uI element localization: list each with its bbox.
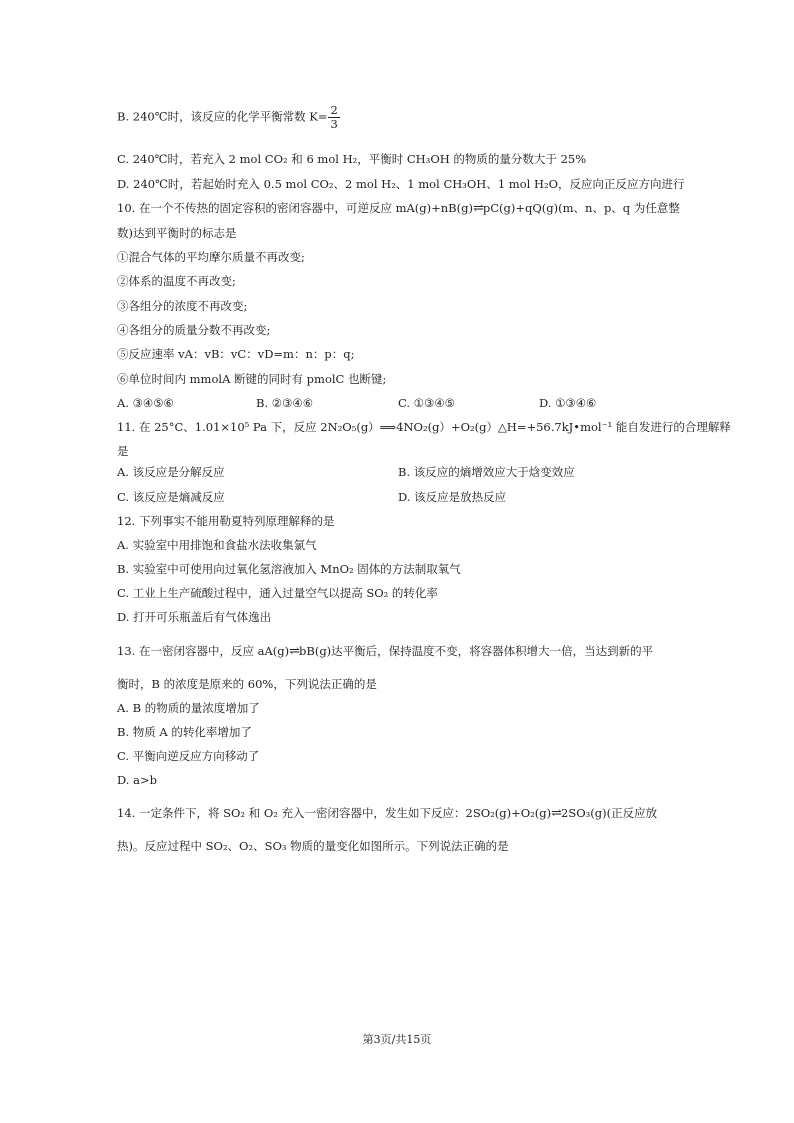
- q12-option-d: D. 打开可乐瓶盖后有气体逸出: [117, 610, 272, 624]
- q10-item: ③各组分的浓度不再改变;: [117, 299, 248, 313]
- q10-stem: [117, 200, 680, 217]
- q10-item: ⑥单位时间内 mmolA 断键的同时有 pmolC 也断键;: [117, 372, 387, 386]
- q12-option-b: B. 实验室中可使用向过氧化氢溶液加入 MnO₂ 固体的方法制取氧气: [117, 562, 461, 576]
- q14-stem-line2: 热)。反应过程中 SO₂、O₂、SO₃ 物质的量变化如图所示。下列说法正确的是: [117, 839, 509, 853]
- q11-stem-line2: 是: [117, 444, 129, 458]
- q10-option-d: D. ①③④⑥: [539, 396, 597, 410]
- fraction: [328, 104, 339, 131]
- equilibrium-arrow: ⇌: [472, 201, 483, 216]
- q10-item: ⑤反应速率 vA：vB：vC：vD=m：n：p：q;: [117, 347, 355, 361]
- q14-stem-part: 14. 一定条件下，将 SO₂ 和 O₂ 充入一密闭容器中，发生如下反应：2SO₂(g)+O₂(g): [117, 806, 552, 820]
- q11-option-c: C. 该反应是熵减反应: [117, 490, 225, 504]
- q11-option-d: D. 该反应是放热反应: [398, 490, 507, 504]
- q13-stem: [117, 643, 653, 660]
- q9-option-b-text: B. 240℃时，该反应的化学平衡常数 K=: [117, 109, 328, 124]
- q10-stem-line2: 数)达到平衡时的标志是: [117, 226, 237, 240]
- q13-option-a: A. B 的物质的量浓度增加了: [117, 701, 260, 715]
- fraction-numerator: 2: [330, 103, 338, 117]
- q12-option-c: C. 工业上生产硫酸过程中，通入过量空气以提高 SO₂ 的转化率: [117, 586, 438, 600]
- q13-option-d: D. a>b: [117, 773, 157, 787]
- page-number: 第3页/共15页: [362, 1033, 432, 1046]
- equilibrium-arrow: ⇌: [551, 806, 562, 821]
- q9-option-c: C. 240℃时，若充入 2 mol CO₂ 和 6 mol H₂，平衡时 CH₃OH 的物质的量分数大于 25%: [117, 152, 587, 166]
- q9-option-d: D. 240℃时，若起始时充入 0.5 mol CO₂、2 mol H₂、1 mol CH₃OH、1 mol H₂O，反应向正反应方向进行: [117, 177, 685, 191]
- q14-stem: [117, 805, 657, 822]
- q14-stem-part: 2SO₃(g)(正反应放: [561, 806, 658, 820]
- q10-item: ④各组分的质量分数不再改变;: [117, 323, 271, 337]
- q10-stem-part: 10. 在一个不传热的固定容积的密闭容器中，可逆反应 mA(g)+nB(g): [117, 201, 473, 215]
- q13-stem-part: bB(g)达平衡后，保持温度不变，将容器体积增大一倍，当达到新的平: [299, 644, 654, 658]
- q10-stem-part: pC(g)+qQ(g)(m、n、p、q 为任意整: [482, 201, 680, 215]
- q11-stem: 11. 在 25°C、1.01×10⁵ Pa 下，反应 2N₂O₅(g）⟹4NO₂(g）+O₂(g）△H=+56.7kJ•mol⁻¹ 能自发进行的合理解释: [117, 420, 731, 434]
- q10-option-a: A. ③④⑤⑥: [117, 396, 174, 410]
- q11-option-a: A. 该反应是分解反应: [117, 465, 225, 479]
- q10-option-b: B. ②③④⑥: [256, 396, 314, 410]
- q10-item: ①混合气体的平均摩尔质量不再改变;: [117, 250, 305, 264]
- q12-stem: 12. 下列事实不能用勒夏特列原理解释的是: [117, 514, 335, 528]
- q13-option-c: C. 平衡向逆反应方向移动了: [117, 749, 260, 763]
- q13-option-b: B. 物质 A 的转化率增加了: [117, 725, 252, 739]
- q12-option-a: A. 实验室中用排饱和食盐水法收集氯气: [117, 538, 317, 552]
- fraction-denominator: 3: [330, 117, 338, 131]
- q10-item: ②体系的温度不再改变;: [117, 274, 236, 288]
- q11-option-b: B. 该反应的熵增效应大于焓变效应: [398, 465, 575, 479]
- q13-stem-line2: 衡时，B 的浓度是原来的 60%，下列说法正确的是: [117, 677, 377, 691]
- q10-option-c: C. ①③④⑤: [398, 396, 455, 410]
- equilibrium-arrow: ⇌: [289, 644, 300, 659]
- q13-stem-part: 13. 在一密闭容器中，反应 aA(g): [117, 644, 290, 658]
- q9-option-b: [117, 104, 340, 131]
